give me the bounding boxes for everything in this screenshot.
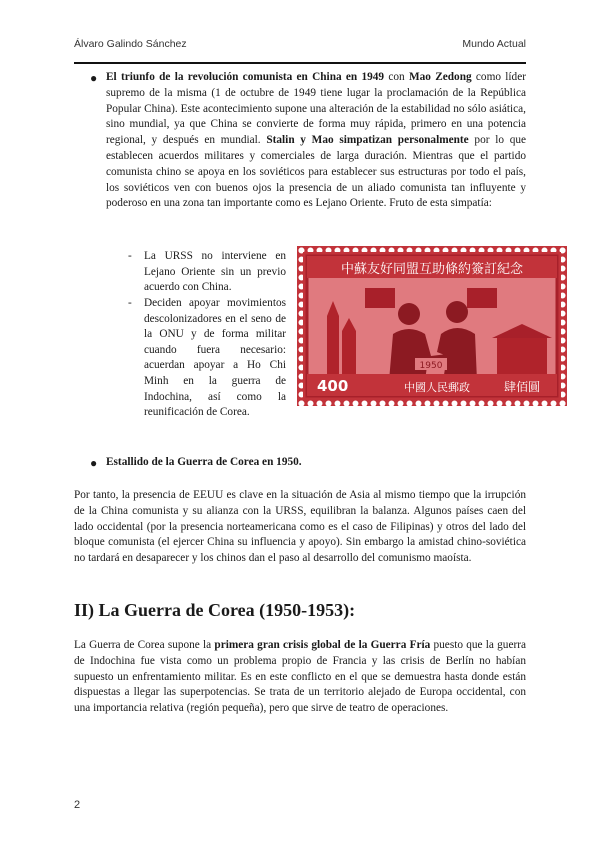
header-author: Álvaro Galindo Sánchez <box>74 38 187 50</box>
dash-1: - <box>128 250 132 262</box>
stamp-value: 400 <box>317 377 349 395</box>
stamp-value-cn: 肆佰圓 <box>503 380 541 394</box>
sublist-item-2: Deciden apoyar movimientos descolonizadores en el seno de la ONU y de forma militar cuando fuera necesario: acuerdan apoyar a Ho Chi Minh en la guerra de Indochina, así como la reunificación de Corea. <box>144 297 286 419</box>
bullet-1-bold-1: El triunfo de la revolución comunista en China en 1949 <box>106 71 385 83</box>
bullet-1-bold-3: Stalin y Mao simpatizan personalmente <box>266 134 469 147</box>
bullet-1-paragraph <box>106 70 526 212</box>
page-number: 2 <box>74 799 81 811</box>
section-title: II) La Guerra de Corea (1950-1953): <box>74 600 356 620</box>
stamp-svg <box>297 246 567 406</box>
stamp-bottom-text: 中國人民郵政 <box>404 381 470 394</box>
paragraph-2-text-2: puesto que la guerra de Indochina fue vista como un problema propio de Francia y las crisis de Berlín no habían supuesto un enfrentamiento militar. Es en este conflicto en el que se demuestra hasta donde están dispuestas a llegar las superpotencias. Se trata de un territorio alejado de Europa occidental, con una importancia relativa (región pequeña), pero que sirve de teatro de operaciones. <box>74 639 526 715</box>
bullet-1-text-2: como líder supremo de la misma (1 de octubre de 1949 tiene lugar la proclamación de la República Popular China). Este acontecimiento supone una alteración de la estabilidad no sólo asiática, sino mundial, ya que China se convierte de forma muy rápida, primero en una potencia regional, y después en mundial. <box>106 71 526 147</box>
bullet-icon: ● <box>90 456 98 470</box>
stamp-year: 1950 <box>419 361 443 371</box>
bullet-1-text-1: con <box>384 71 409 83</box>
bullet-1-text-3: por lo que establecen acuerdos militares y comerciales de larga duración. Mientras que el partido comunista chino se apoya en los soviéticos para establecer sus estructuras por todo el país, los soviéticos ven con buenos ojos la presencia de un aliado comunista tan influyente y poderoso en una zona tan importante como es Lejano Oriente. Fruto de esta simpatía: <box>106 134 527 210</box>
header-course: Mundo Actual <box>462 38 526 50</box>
paragraph-1: Por tanto, la presencia de EEUU es clave en la situación de Asia al mismo tiempo que la irrupción de la China comunista y su alianza con la URSS, equilibran la balanza. Algunos países caen del lado occidental (por la presencia norteamericana como es el caso de Filipinas) y otros del lado del bloque comunista (el ejercer China su influencia y apoyo). Sin embargo la amistad chino-soviética no tardará en desaparecer y los chinos dan el paso al desarrollo del comunismo maoísta. <box>74 489 526 565</box>
stamp-image <box>297 246 567 406</box>
dash-2: - <box>128 297 132 309</box>
stamp-top-text: 中蘇友好同盟互助條約簽訂紀念 <box>340 262 524 277</box>
bullet-2-bold: Estallido de la Guerra de Corea en 1950. <box>106 456 302 468</box>
figure-left-head <box>398 303 420 325</box>
sublist-item-1: La URSS no interviene en Lejano Oriente sin un previo acuerdo con China. <box>144 250 286 294</box>
paragraph-2 <box>74 638 526 717</box>
header-rule <box>74 62 526 64</box>
paragraph-2-bold: primera gran crisis global de la Guerra Fría <box>214 639 431 651</box>
paragraph-2-text-1: La Guerra de Corea supone la <box>74 639 215 651</box>
bullet-icon: ● <box>90 71 98 85</box>
bullet-1-bold-2: Mao Zedong <box>408 71 472 83</box>
figure-right-head <box>446 301 468 323</box>
bullet-2-text <box>106 455 526 471</box>
